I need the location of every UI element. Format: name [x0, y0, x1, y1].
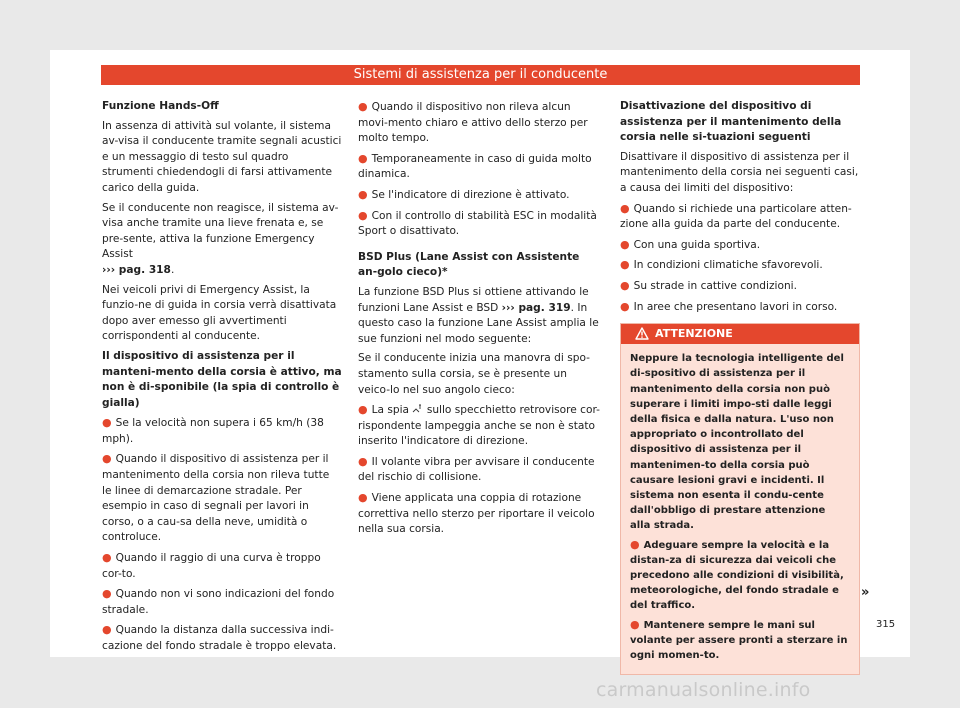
warning-box — [620, 323, 860, 675]
paragraph: Se il conducente non reagisce, il sistema av-visa anche tramite una lieve frenata e, se pre-sente, attiva la funzione Emergency Assist ››› pag. 318. — [102, 201, 339, 276]
page-reference-link[interactable]: ››› pag. 318 — [102, 263, 171, 276]
paragraph: Disattivare il dispositivo di assistenza per il mantenimento della corsia nei seguenti casi, a causa dei limiti del dispositivo: — [620, 150, 859, 194]
bullet-icon: ● — [620, 237, 630, 251]
warning-paragraph: Neppure la tecnologia intelligente del di-spositivo di assistenza per il mantenimento della corsia non può superare i limiti impo-sti dalle leggi della fisica e dalla natura. L'uso non appropriato o incontrollato del dispositivo di assistenza per il mantenimen-to della corsia può causare lesioni gravi e incidenti. Il sistema non esenta il condu-cente dall'obbligo di prestare attenzione alla strada. — [630, 353, 844, 532]
page-reference-link[interactable]: ››› pag. 319 — [501, 301, 571, 314]
bullet-icon: ● — [358, 491, 368, 505]
paragraph: In assenza di attività sul volante, il sistema av-visa il conducente tramite segnali acustici e un messaggio di testo sul quadro strumenti chiedendogli di farsi attivamente carico della guida. — [102, 119, 342, 194]
list-item: ● Con il controllo di stabilità ESC in modalità Sport o disattivato. — [358, 208, 597, 238]
warning-title: ATTENZIONE — [655, 327, 733, 341]
list-item: ● Quando non vi sono indicazioni del fondo stradale. — [102, 587, 335, 616]
column-middle — [358, 99, 600, 542]
bullet-icon: ● — [620, 278, 630, 292]
blind-spot-warning-icon — [412, 404, 423, 413]
heading-deactivation: Disattivazione del dispositivo di assistenza per il mantenimento della corsia nelle si-tuazioni seguenti — [620, 100, 842, 144]
column-left — [102, 99, 342, 659]
bullet-icon: ● — [620, 258, 630, 272]
list-item: ● Se la velocità non supera i 65 km/h (38 mph). — [102, 416, 324, 445]
bullet-icon: ● — [358, 151, 368, 165]
bullet-icon: ● — [620, 299, 630, 313]
list-item: ● In condizioni climatiche sfavorevoli. — [620, 258, 823, 272]
list-item: ● Con una guida sportiva. — [620, 237, 761, 251]
watermark-logo: carmanualsonline.info — [596, 679, 811, 701]
list-item: ● Il volante vibra per avvisare il conducente del rischio di collisione. — [358, 454, 595, 484]
list-item: ● Su strade in cattive condizioni. — [620, 278, 797, 292]
list-item: ● Quando la distanza dalla successiva indi-cazione del fondo stradale è troppo elevata. — [102, 623, 337, 652]
heading-hands-off: Funzione Hands-Off — [102, 100, 219, 112]
paragraph: Nei veicoli privi di Emergency Assist, la funzio-ne di guida in corsia verrà disattivata dopo aver emesso gli avvertimenti corrispondenti al conducente. — [102, 283, 337, 343]
bullet-icon: ● — [102, 623, 112, 637]
bullet-icon: ● — [358, 187, 368, 201]
bullet-icon: ● — [630, 617, 640, 631]
paragraph: Se il conducente inizia una manovra di spo-stamento sulla corsia, se è presente un veico-lo nel suo angolo cieco: — [358, 352, 590, 396]
column-right — [620, 99, 860, 675]
page-number: 315 — [876, 619, 896, 630]
list-item: ● Quando il dispositivo non rileva alcun movi-mento chiaro e attivo dello sterzo per molto tempo. — [358, 100, 588, 145]
bullet-icon: ● — [358, 454, 368, 468]
warning-list-item: ● Adeguare sempre la velocità e la distan-za di sicurezza dai veicoli che precedono alle condizioni di visibilità, meteorologiche, del fondo stradale e del traffico. — [630, 537, 844, 612]
bullet-icon: ● — [102, 587, 112, 601]
list-item: ● Quando si richiede una particolare atten-zione alla guida da parte del conducente. — [620, 201, 852, 231]
bullet-icon: ● — [620, 201, 630, 215]
bullet-icon: ● — [102, 452, 112, 466]
bullet-icon: ● — [102, 551, 112, 565]
bullet-icon: ● — [102, 416, 112, 430]
heading-not-available: Il dispositivo di assistenza per il manteni-mento della corsia è attivo, ma non è di-sponibile (la spia di controllo è gialla) — [102, 349, 342, 409]
heading-bsd-plus: BSD Plus (Lane Assist con Assistente an-golo cieco)* — [358, 250, 580, 279]
list-item: ● Quando il dispositivo di assistenza per il mantenimento della corsia non rileva tutte le linee di demarcazione stradale. Per esempio in caso di segnali per lavori in corso, o a cau-sa della neve, umidità o controluce. — [102, 452, 330, 544]
paragraph: La funzione BSD Plus si ottiene attivando le funzioni Lane Assist e BSD ››› pag. 319. In questo caso la funzione Lane Assist amplia le sue funzioni nel modo seguente: — [358, 285, 599, 345]
section-header: Sistemi di assistenza per il conducente — [101, 65, 860, 85]
bullet-icon: ● — [358, 208, 368, 222]
list-item: ● Viene applicata una coppia di rotazione correttiva nello sterzo per riportare il veicolo nella sua corsia. — [358, 491, 595, 536]
continue-marker: » — [861, 585, 870, 600]
warning-list-item: ● Mantenere sempre le mani sul volante per assere pronti a sterzare in ogni momen-to. — [630, 617, 848, 661]
list-item: ● Temporaneamente in caso di guida molto dinamica. — [358, 151, 592, 181]
bullet-icon: ● — [358, 100, 368, 113]
bullet-icon: ● — [358, 403, 368, 417]
warning-body — [621, 344, 859, 674]
bullet-icon: ● — [630, 537, 640, 551]
list-item: ● La spia sullo specchietto retrovisore cor-rispondente lampeggia anche se non è stato inserito l'indicatore di direzione. — [358, 403, 600, 448]
list-item: ● Quando il raggio di una curva è troppo cor-to. — [102, 551, 321, 580]
warning-header — [621, 324, 859, 344]
list-item: ● Se l'indicatore di direzione è attivato. — [358, 187, 570, 201]
list-item: ● In aree che presentano lavori in corso. — [620, 299, 838, 313]
manual-page — [50, 50, 910, 661]
warning-triangle-icon — [635, 327, 649, 340]
